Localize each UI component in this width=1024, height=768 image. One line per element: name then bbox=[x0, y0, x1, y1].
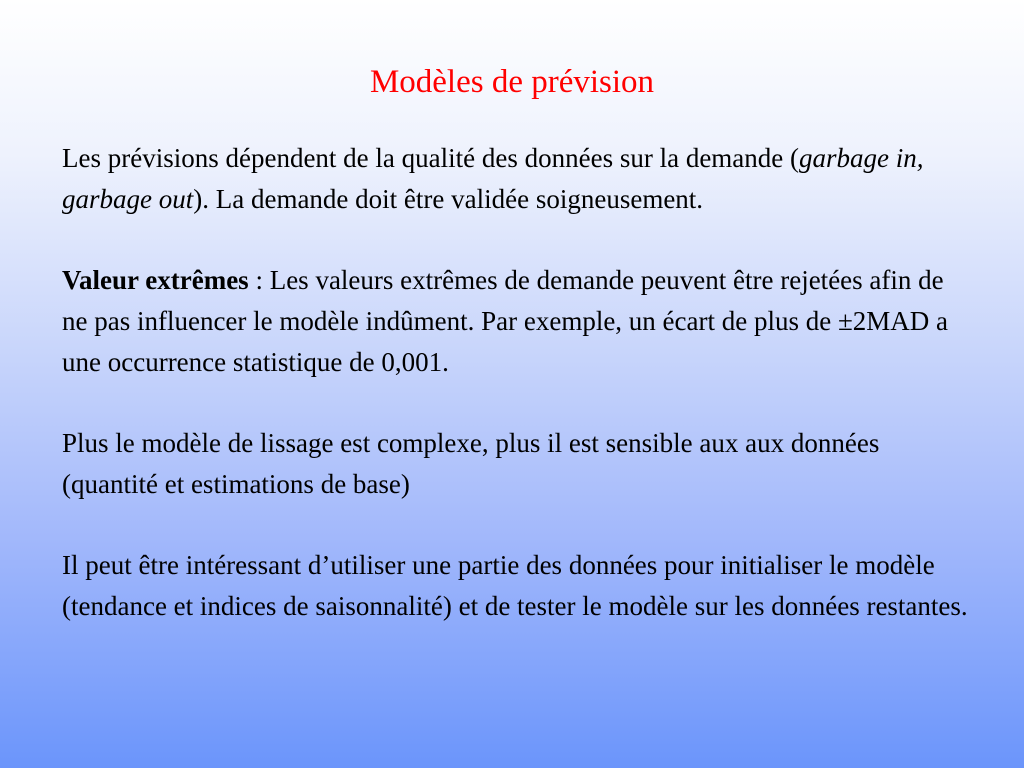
paragraph-data-quality bbox=[62, 138, 972, 220]
paragraph-initialisation: Il peut être intéressant d’utiliser une partie des données pour initialiser le modèle (tendance et indices de saisonnalité) et de tester le modèle sur les données restantes. bbox=[62, 550, 968, 621]
paragraph-extreme-values bbox=[62, 260, 972, 383]
paragraph-data-quality-text: Les prévisions dépendent de la qualité des données sur la demande ( bbox=[62, 143, 800, 173]
extreme-values-text: : Les valeurs extrêmes de demande peuvent être rejetées afin de ne pas influencer le modèle indûment. Par exemple, un écart de plus de ±2MAD a une occurrence statistique de 0,001. bbox=[62, 265, 949, 377]
slide-body bbox=[62, 138, 972, 627]
paragraph-data-quality-text-end: ). La demande doit être validée soigneusement. bbox=[193, 184, 704, 214]
garbage-in-garbage-out-phrase: garbage in, garbage out bbox=[62, 143, 924, 214]
paragraph-smoothing-model: Plus le modèle de lissage est complexe, plus il est sensible aux aux données (quantité et estimations de base) bbox=[62, 428, 880, 499]
extreme-values-heading: Valeur extrêmes bbox=[62, 265, 249, 295]
slide-title: Modèles de prévision bbox=[369, 64, 655, 100]
